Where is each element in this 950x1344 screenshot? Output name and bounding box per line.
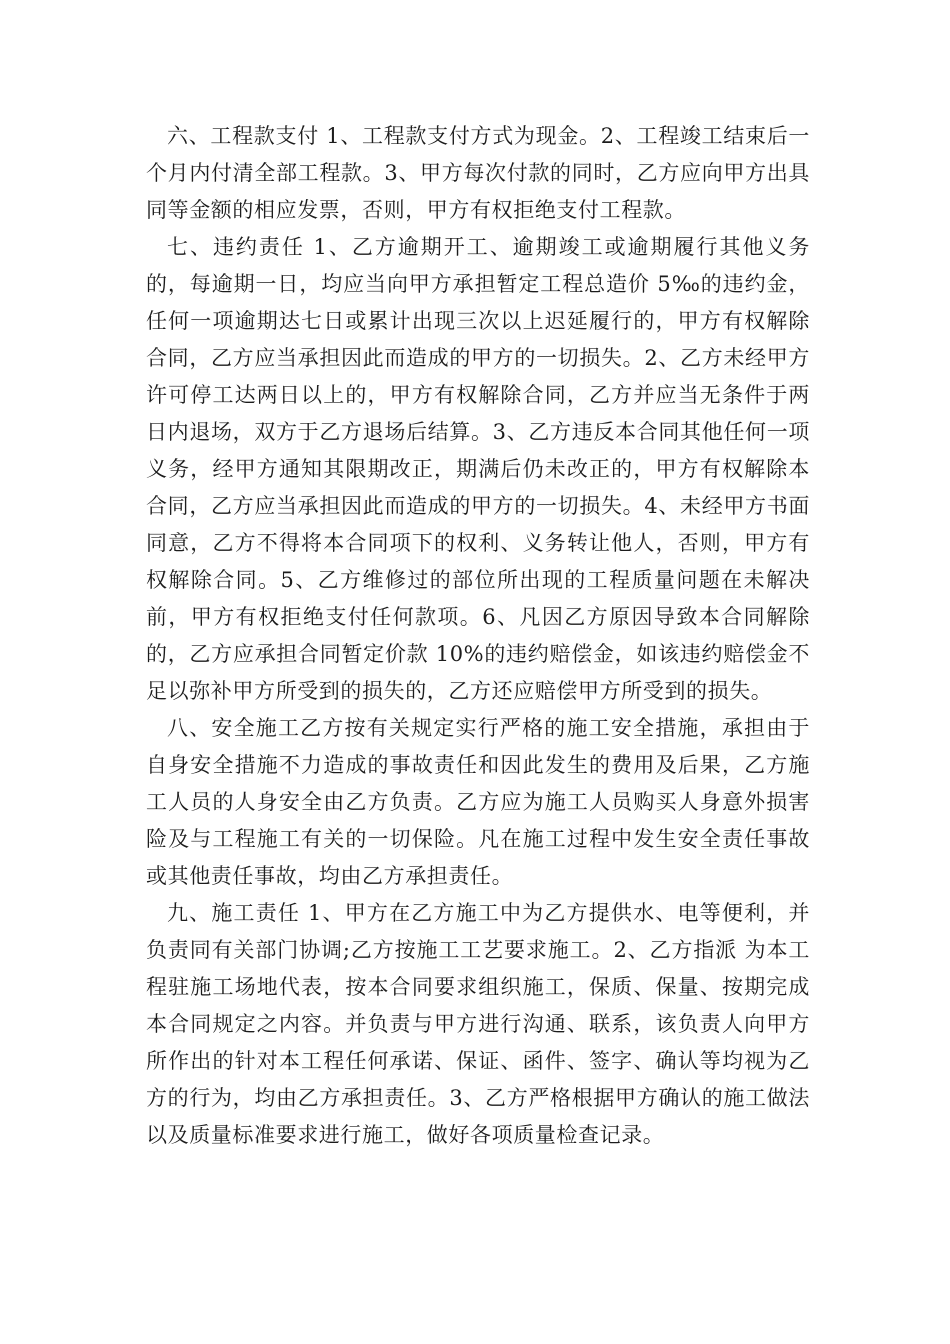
paragraph-breach-liability: 七、违约责任 1、乙方逾期开工、逾期竣工或逾期履行其他义务的，每逾期一日，均应当向甲方承担暂定工程总造价 5‰的违约金，任何一项逾期达七日或累计出现三次以上迟延履行的，甲方有权解除合同，乙方应当承担因此而造成的甲方的一切损失。2、乙方未经甲方许可停工达两日以上的，甲方有权解除合同，乙方并应当无条件于两日内退场，双方于乙方退场后结算。3、乙方违反本合同其他任何一项义务，经甲方通知其限期改正，期满后仍未改正的，甲方有权解除本合同，乙方应当承担因此而造成的甲方的一切损失。4、未经甲方书面同意，乙方不得将本合同项下的权利、义务转让他人，否则，甲方有权解除合同。5、乙方维修过的部位所出现的工程质量问题在未解决前，甲方有权拒绝支付任何款项。6、凡因乙方原因导致本合同解除的，乙方应承担合同暂定价款 10%的违约赔偿金，如该违约赔偿金不足以弥补甲方所受到的损失的，乙方还应赔偿甲方所受到的损失。 (146, 235, 810, 703)
paragraph-safety: 八、安全施工乙方按有关规定实行严格的施工安全措施，承担由于自身安全措施不力造成的事故责任和因此发生的费用及后果，乙方施工人员的人身安全由乙方负责。乙方应为施工人员购买人身意外损害险及与工程施工有关的一切保险。凡在施工过程中发生安全责任事故或其他责任事故，均由乙方承担责任。 (146, 716, 810, 888)
paragraph-payment: 六、工程款支付 1、工程款支付方式为现金。2、工程竣工结束后一个月内付清全部工程款。3、甲方每次付款的同时，乙方应向甲方出具同等金额的相应发票，否则，甲方有权拒绝支付工程款。 (146, 124, 810, 222)
document-body (146, 118, 810, 1154)
paragraph-construction-responsibility: 九、施工责任 1、甲方在乙方施工中为乙方提供水、电等便利，并负责同有关部门协调;乙方按施工工艺要求施工。2、乙方指派 为本工程驻施工场地代表，按本合同要求组织施工，保质、保量、按期完成本合同规定之内容。并负责与甲方进行沟通、联系，该负责人向甲方所作出的针对本工程任何承诺、保证、函件、签字、确认等均视为乙方的行为，均由乙方承担责任。3、乙方严格根据甲方确认的施工做法以及质量标准要求进行施工，做好各项质量检查记录。 (146, 901, 810, 1147)
